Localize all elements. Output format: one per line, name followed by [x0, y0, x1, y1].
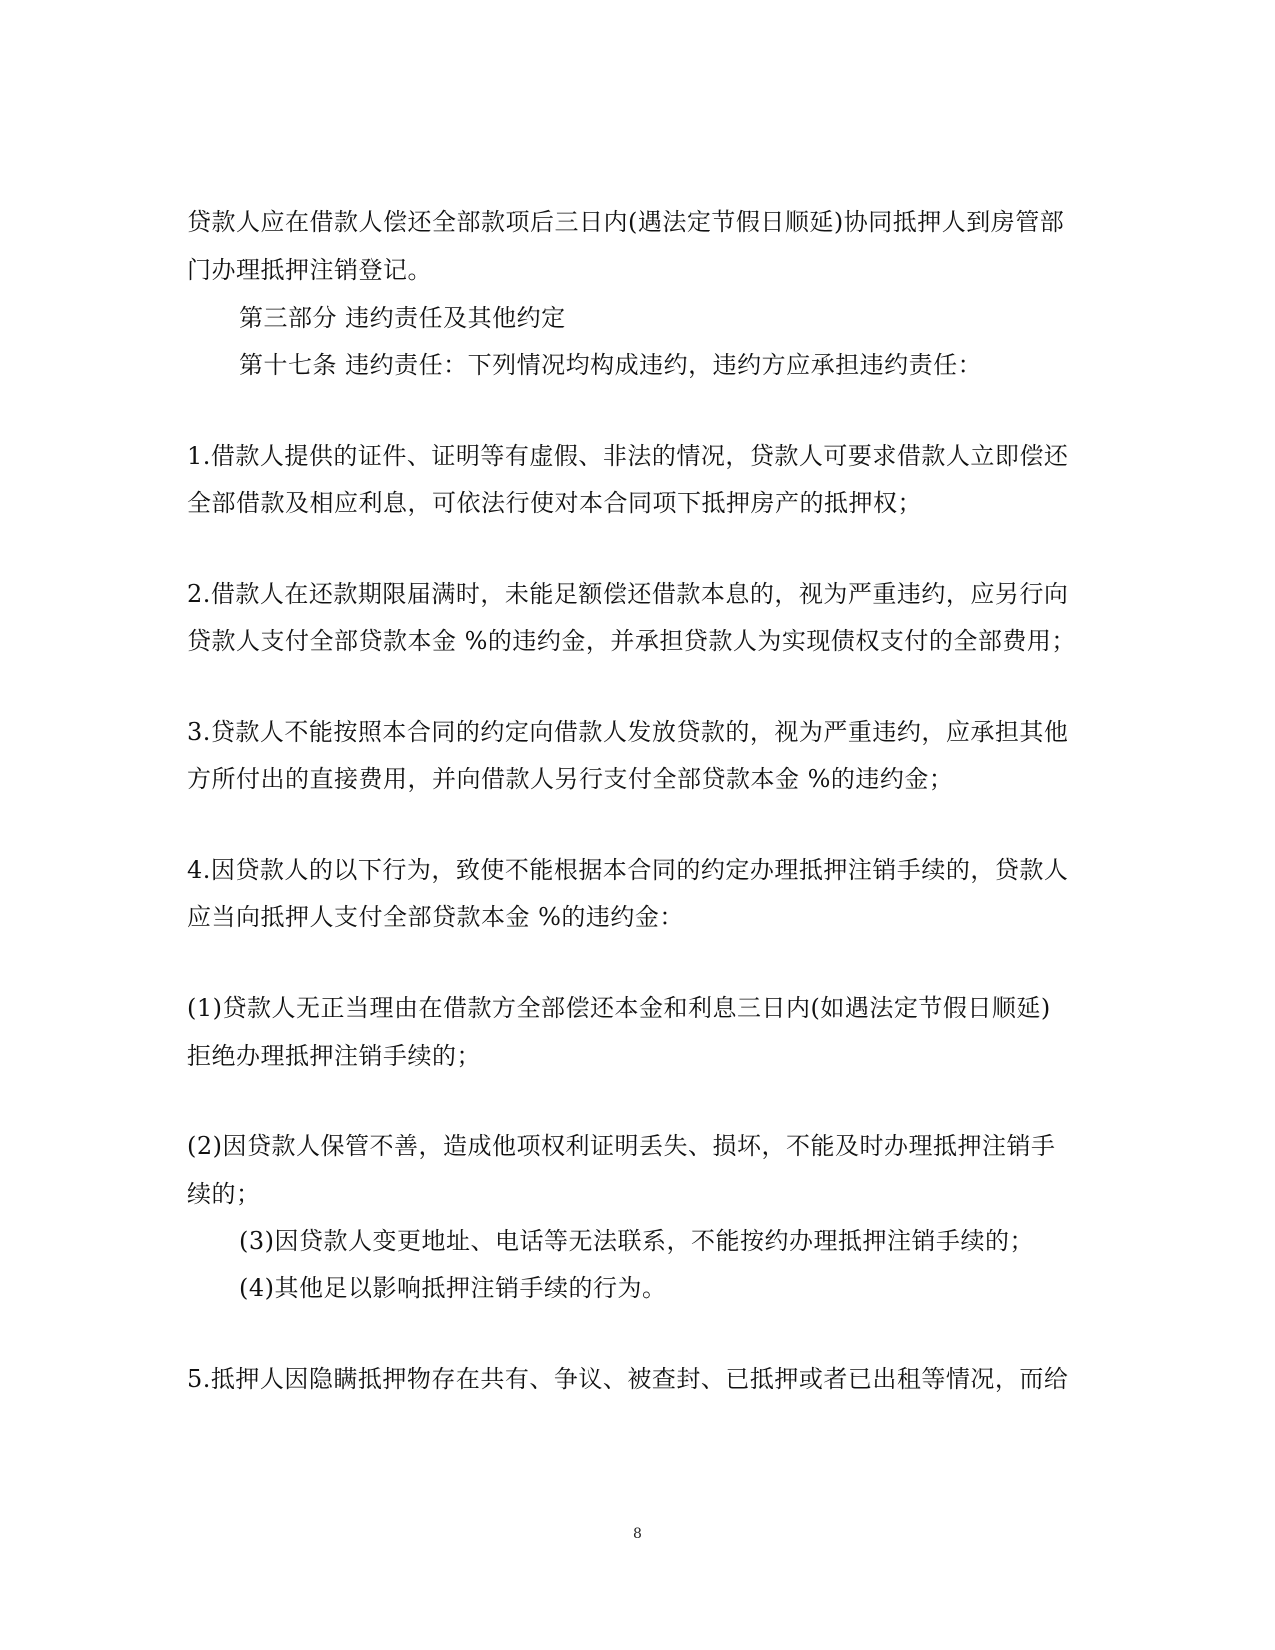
text-line: 拒绝办理抵押注销手续的； [187, 1042, 481, 1070]
text-line: 4.因贷款人的以下行为，致使不能根据本合同的约定办理抵押注销手续的，贷款人 [187, 856, 1069, 884]
text-line: 方所付出的直接费用，并向借款人另行支付全部贷款本金 %的违约金； [187, 765, 954, 793]
text-line: 全部借款及相应利息，可依法行使对本合同项下抵押房产的抵押权； [187, 489, 922, 517]
text-line: 5.抵押人因隐瞒抵押物存在共有、争议、被查封、已抵押或者已出租等情况，而给 [187, 1365, 1069, 1393]
page-number: 8 [633, 1526, 642, 1542]
text-line: 应当向抵押人支付全部贷款本金 %的违约金： [187, 903, 684, 931]
article-heading: 第十七条 违约责任：下列情况均构成违约，违约方应承担违约责任： [239, 351, 983, 379]
text-line: 2.借款人在还款期限届满时，未能足额偿还借款本息的，视为严重违约，应另行向 [187, 580, 1069, 608]
text-line: (4)其他足以影响抵押注销手续的行为。 [239, 1274, 667, 1302]
text-line: 门办理抵押注销登记。 [187, 256, 432, 284]
text-line: 1.借款人提供的证件、证明等有虚假、非法的情况，贷款人可要求借款人立即偿还 [187, 442, 1069, 470]
text-line: (3)因贷款人变更地址、电话等无法联系，不能按约办理抵押注销手续的； [239, 1227, 1034, 1255]
text-line: (1)贷款人无正当理由在借款方全部偿还本金和利息三日内(如遇法定节假日顺延) [187, 994, 1051, 1022]
text-line: 贷款人应在借款人偿还全部款项后三日内(遇法定节假日顺延)协同抵押人到房管部 [187, 208, 1065, 236]
text-line: (2)因贷款人保管不善，造成他项权利证明丢失、损坏，不能及时办理抵押注销手 [187, 1132, 1056, 1160]
text-line: 续的； [187, 1180, 261, 1208]
text-line: 贷款人支付全部贷款本金 %的违约金，并承担贷款人为实现债权支付的全部费用； [187, 627, 1076, 655]
text-line: 3.贷款人不能按照本合同的约定向借款人发放贷款的，视为严重违约，应承担其他 [187, 718, 1069, 746]
section-heading: 第三部分 违约责任及其他约定 [239, 304, 566, 332]
